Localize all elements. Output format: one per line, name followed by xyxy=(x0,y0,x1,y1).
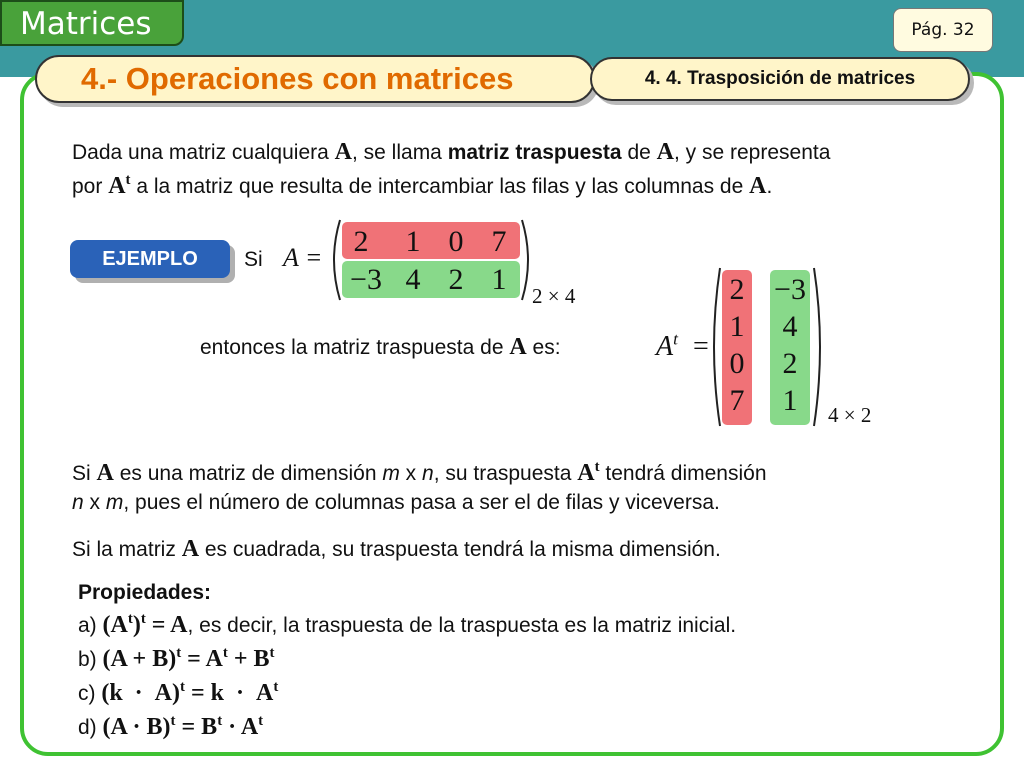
a-1-4: 7 xyxy=(491,225,507,258)
dimension-line-1: Si A es una matriz de dimensión m x n, su traspuesta $A^t$ tendrá dimensión xyxy=(72,459,767,486)
section-title: 4.- Operaciones con matrices xyxy=(35,55,595,103)
property-b: b) $(A + B)^t = A^t + B^t$ xyxy=(78,645,275,672)
square-matrix-note: Si la matriz A es cuadrada, su traspuesta tendrá la misma dimensión. xyxy=(72,536,721,562)
transpose-sentence: entonces la matriz traspuesta de A es: xyxy=(200,334,561,360)
page-number: Pág. 32 xyxy=(893,8,993,52)
equals-sign: = xyxy=(693,331,709,362)
at-1-2: −3 xyxy=(774,273,806,306)
a-1-1: 2 xyxy=(353,225,369,258)
property-c: c) $(k \cdot A)^t = k \cdot A^t$ xyxy=(78,679,279,706)
ejemplo-button[interactable]: EJEMPLO xyxy=(70,240,230,278)
si-label: Si xyxy=(244,248,263,271)
at-4-2: 1 xyxy=(782,384,798,417)
properties-title: Propiedades: xyxy=(78,581,212,604)
dimension-at: 4 × 2 xyxy=(828,403,872,427)
a-2-3: 2 xyxy=(448,263,464,296)
at-4-1: 7 xyxy=(729,384,745,417)
a-2-1: −3 xyxy=(350,263,382,296)
at-1-1: 2 xyxy=(729,273,745,306)
dimension-a: 2 × 4 xyxy=(532,284,576,308)
property-a: a) $(A^t)^t = A$, es decir, la traspuesta de la traspuesta es la matriz inicial. xyxy=(78,611,737,638)
definition-line-2: por $A^t$ a la matriz que resulta de intercambiar las filas y las columnas de A. xyxy=(72,172,773,199)
at-2-2: 4 xyxy=(782,310,798,343)
at-3-2: 2 xyxy=(782,347,798,380)
property-d: d) $(A \cdot B)^t = B^t \cdot A^t$ xyxy=(78,713,264,740)
a-2-4: 1 xyxy=(491,263,507,296)
matrix-at-lhs: $A^t$ xyxy=(656,329,678,362)
matrix-a-lhs: A = xyxy=(283,243,323,272)
at-3-1: 0 xyxy=(729,347,745,380)
a-2-2: 4 xyxy=(405,263,421,296)
subsection-title: 4. 4. Trasposición de matrices xyxy=(590,57,970,101)
at-2-1: 1 xyxy=(729,310,745,343)
dimension-line-2: n x m, pues el número de columnas pasa a ser el de filas y viceversa. xyxy=(72,491,720,514)
a-1-3: 0 xyxy=(448,225,464,258)
definition-line-1: Dada una matriz cualquiera A, se llama matriz traspuesta de A, y se representa xyxy=(72,139,831,165)
a-1-2: 1 xyxy=(405,225,421,258)
app-title: Matrices xyxy=(0,0,184,46)
